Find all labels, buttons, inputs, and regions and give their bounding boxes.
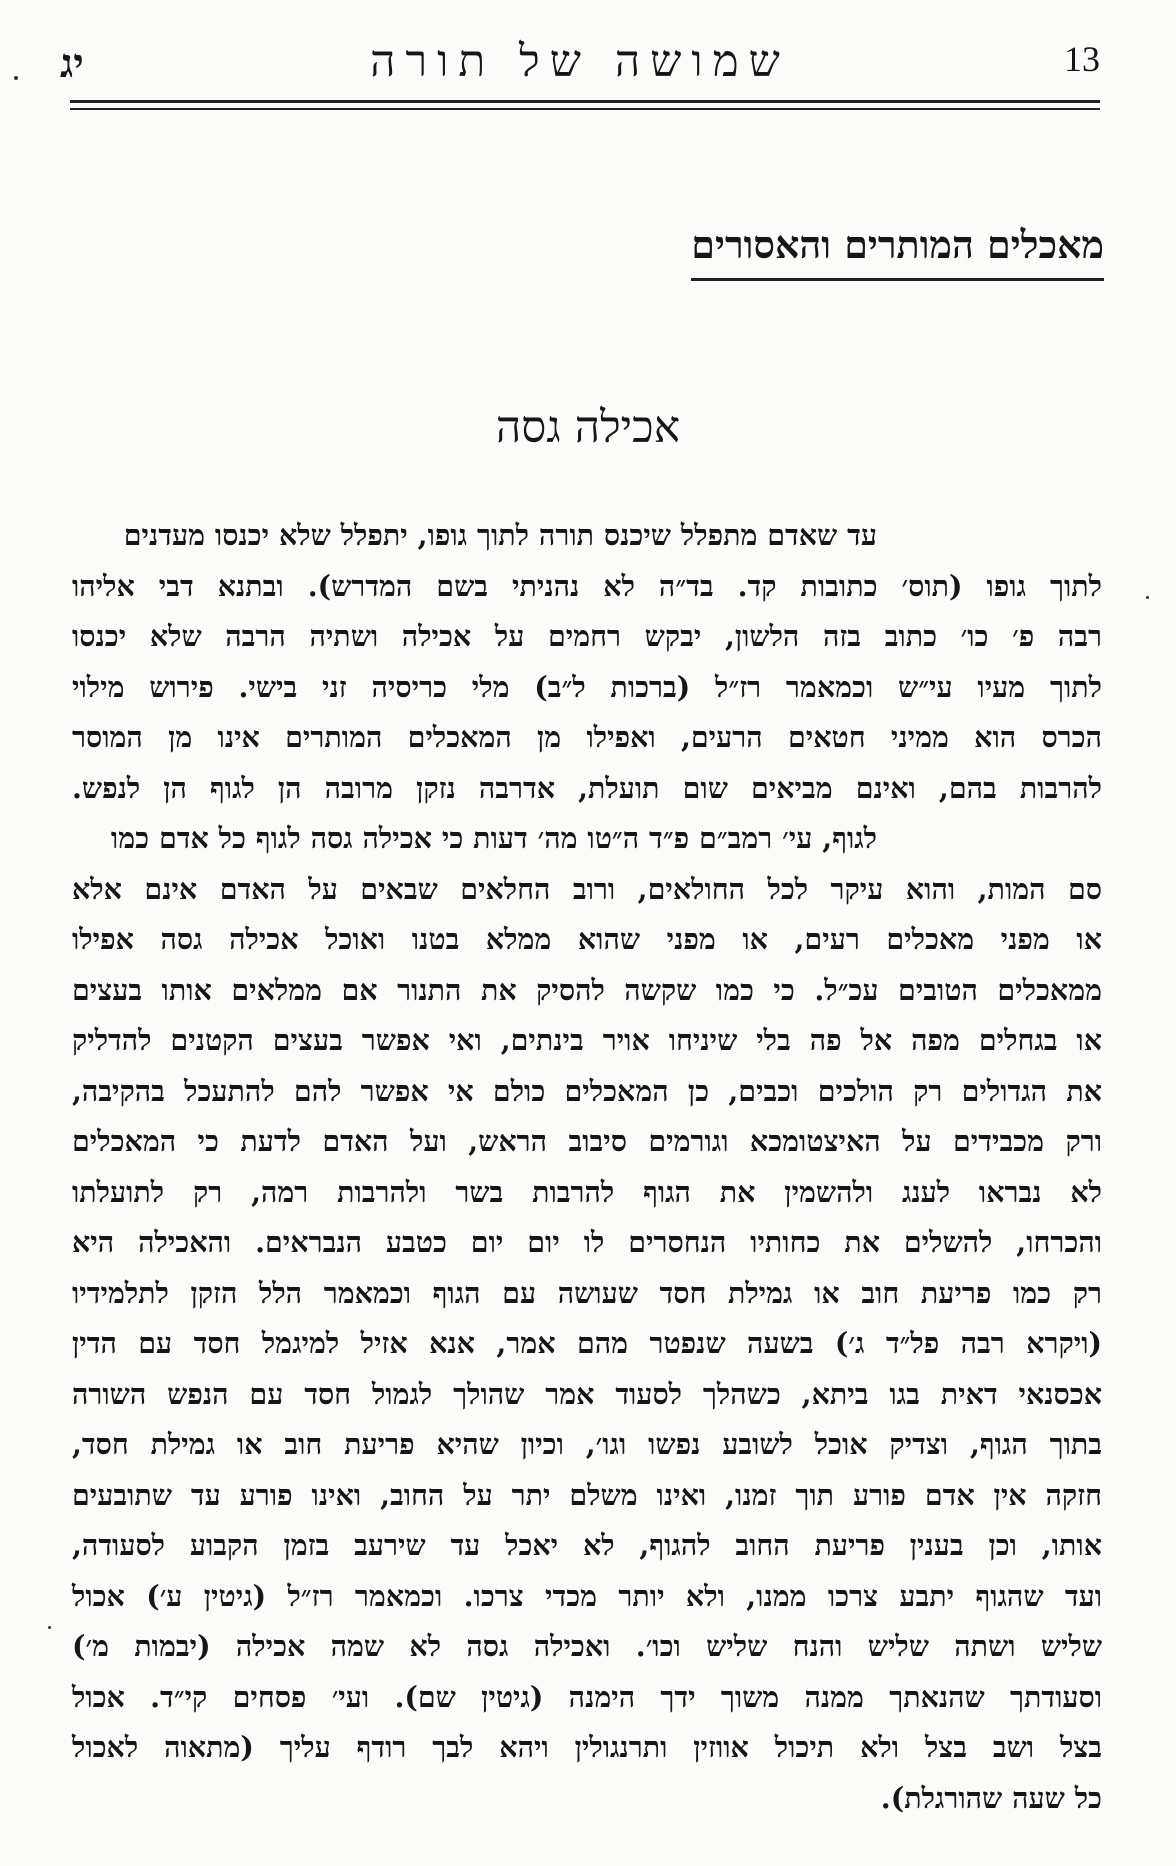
text-line: חזקה אין אדם פורע תוך זמנו, ואינו משלם יתר על החוב, ואינו פורע עד שתובעים	[72, 1477, 1102, 1512]
text-line: שליש ושתה שליש והנח שליש וכו׳. ואכילה גסה לא שמה אכילה (יבמות מ׳)	[72, 1629, 1102, 1663]
text-line: ורק מכבידים על האיצטומכא וגורמים סיבוב הראש, ועל האדם לדעת כי המאכלים	[72, 1124, 1102, 1158]
running-title: שמושה של תורה	[370, 36, 790, 87]
text-line: או בגחלים מפה אל פה בלי שיניחו אויר בינתים, ואי אפשר בעצים הקטנים להדליק	[72, 1023, 1102, 1057]
scan-speck	[48, 1626, 51, 1629]
text-line: לתוך גופו (תוס׳ כתובות קד. בד״ה לא נהניתי בשם המדרש). ובתנא דבי אליהו	[72, 568, 1102, 603]
text-line: סם המות, והוא עיקר לכל החולאים, ורוב החלאים שבאים על האדם אינם אלא	[72, 871, 1102, 906]
text-line: רבה פ׳ כו׳ כתוב בזה הלשון, יבקש רחמים על אכילה ושתיה הרבה שלא יכנסו	[72, 619, 1102, 653]
text-line: ועד שהגוף יתבע צרכו ממנו, ולא יותר מכדי צרכו. וכמאמר רז״ל (גיטין ע׳) אכול	[72, 1578, 1102, 1613]
header-rule-thick	[70, 100, 1100, 103]
scan-speck	[14, 76, 18, 80]
header-rule-thin	[70, 108, 1100, 110]
text-line: בצל ושב בצל ולא תיכול אווזין ותרנגולין ויהא לבך רודף עליך (מתאוה לאכול	[72, 1730, 1102, 1764]
text-line: (ויקרא רבה פל״ד ג׳) בשעה שנפטר מהם אמר, אנא אזיל למיגמל חסד עם הדין	[72, 1326, 1102, 1360]
section-title: מאכלים המותרים והאסורים	[691, 222, 1104, 281]
text-line: אותו, וכן בענין פריעת החוב להגוף, לא יאכל עד שירעב בזמן הקבוע לסעודה,	[72, 1528, 1102, 1562]
text-line: וסעודתך שהנאתך ממנה משוך ידך הימנה (גיטין שם). ועי׳ פסחים קי״ד. אכול	[72, 1679, 1102, 1714]
text-line: אכסנאי דאית בגו ביתא, כשהלך לסעוד אמר שהולך לגמול חסד עם הנפש השורה	[72, 1376, 1102, 1411]
text-line: הכרס הוא ממיני חטאים הרעים, ואפילו מן המאכלים המותרים אינו מן המוסר	[72, 720, 1102, 754]
text-line: לא נבראו לענג ולהשמין את הגוף להרבות בשר ולהרבות רמה, רק לתועלתו	[72, 1174, 1102, 1209]
text-line: בתוך הגוף, וצדיק אוכל לשובע נפשו וגו׳, וכיון שהיא פריעת חוב או גמילת חסד,	[72, 1427, 1102, 1461]
body-text	[72, 510, 1102, 1823]
text-line: לתוך מעיו עי״ש וכמאמר רז״ל (ברכות ל״ב) מלי כריסיה זני בישי. פירוש מילוי	[72, 669, 1102, 704]
text-line: עד שאדם מתפלל שיכנס תורה לתוך גופו, יתפלל שלא יכנסו מעדנים	[123, 518, 877, 552]
hebrew-page-number: יג	[60, 40, 84, 87]
text-line: או מפני מאכלים רעים, או מפני שהוא ממלא בטנו ואוכל אכילה גסה אפילו	[72, 922, 1102, 956]
text-line: לגוף, עי׳ רמב״ם פ״ד ה״טו מה׳ דעות כי אכילה גסה לגוף כל אדם כמו	[110, 821, 877, 855]
text-line: את הגדולים רק הולכים וכבים, כן המאכלים כולם אי אפשר להם להתעכל בהקיבה,	[72, 1073, 1102, 1108]
subsection-title: אכילה גסה	[495, 402, 681, 453]
page-number: 13	[1064, 39, 1100, 79]
text-line: רק כמו פריעת חוב או גמילת חסד שעושה עם הגוף וכמאמר הלל הזקן לתלמידיו	[72, 1275, 1102, 1310]
text-line: להרבות בהם, ואינם מביאים שום תועלת, אדרבה נזקן מרובה הן לגוף הן לנפש.	[72, 770, 1102, 805]
page-header	[60, 30, 1100, 100]
text-line: ממאכלים הטובים עכ״ל. כי כמו שקשה להסיק את התנור אם ממלאים אותו בעצים	[72, 972, 1102, 1007]
text-line: כל שעה שהורגלת).	[880, 1780, 1102, 1815]
text-line: והכרחו, להשלים את כחותיו הנחסרים לו יום יום כטבע הנבראים. והאכילה היא	[72, 1225, 1102, 1259]
scan-speck	[1146, 596, 1149, 599]
